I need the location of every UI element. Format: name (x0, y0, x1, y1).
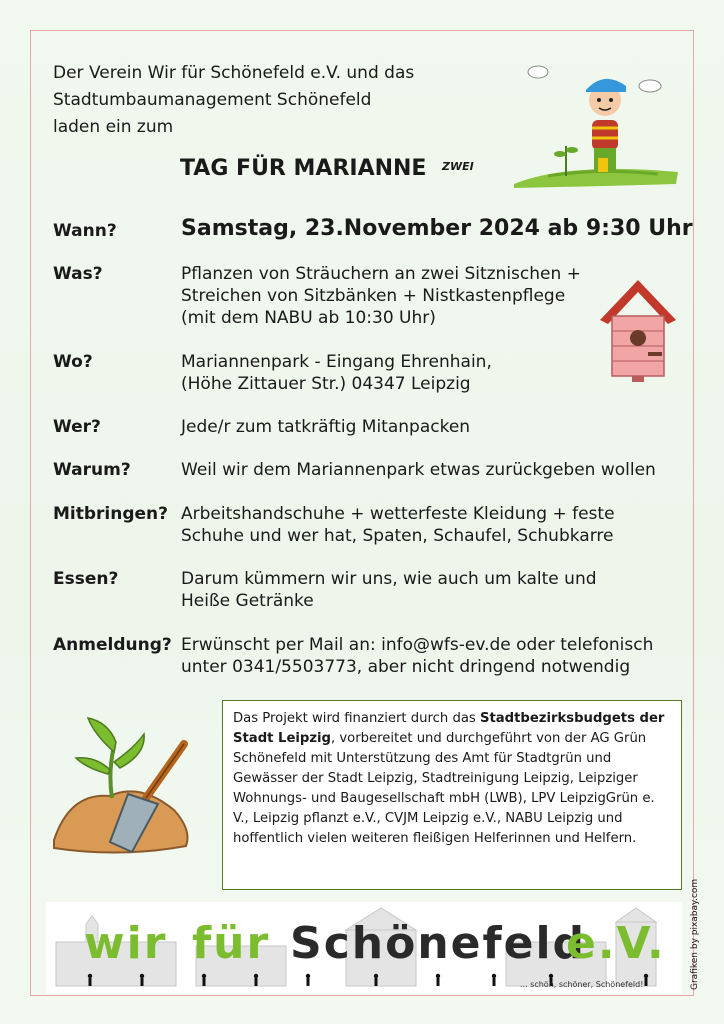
logo-word-ev: e.V. (566, 918, 666, 969)
value-line: Weil wir dem Mariannenpark etwas zurückgeben wollen (181, 460, 656, 480)
intro-line-1: Der Verein Wir für Schönefeld e.V. und das (53, 63, 415, 83)
value-bring (181, 503, 701, 547)
value-where (181, 351, 701, 395)
value-what (181, 263, 701, 329)
value-line: (mit dem NABU ab 10:30 Uhr) (181, 308, 436, 328)
logo-tagline: ... schön, schöner, Schönefeld! (520, 980, 644, 989)
logo-word-wir: wir (84, 918, 168, 969)
image-credit: Grafiken by pixabay.com (690, 878, 700, 990)
funding-text-start: Das Projekt wird finanziert durch das (233, 711, 480, 726)
value-line: Arbeitshandschuhe + wetterfeste Kleidung + feste (181, 504, 615, 524)
value-line: unter 0341/5503773, aber nicht dringend notwendig (181, 657, 631, 677)
logo-word-fuer: für (192, 918, 271, 969)
intro-line-2: Stadtumbaumanagement Schönefeld (53, 90, 372, 110)
intro-text (53, 60, 414, 141)
logo-word-schoenefeld: Schönefeld (290, 918, 587, 969)
label-who: Wer? (53, 417, 101, 437)
label-what: Was? (53, 264, 103, 284)
value-line: (Höhe Zittauer Str.) 04347 Leipzig (181, 374, 471, 394)
value-why (181, 459, 701, 481)
label-bring: Mitbringen? (53, 504, 169, 524)
gardener-boy-illustration (508, 58, 680, 193)
intro-line-3: laden ein zum (53, 117, 174, 137)
label-why: Warum? (53, 460, 131, 480)
value-food (181, 568, 701, 612)
value-line: Schuhe und wer hat, Spaten, Schaufel, Schubkarre (181, 526, 614, 546)
value-line: Darum kümmern wir uns, wie auch um kalte und (181, 569, 597, 589)
event-title-superscript: ZWEI (442, 160, 474, 173)
value-line: Jede/r zum tatkräftig Mitanpacken (181, 417, 471, 437)
value-line: Pflanzen von Sträuchern an zwei Sitznischen + (181, 264, 581, 284)
value-line: Erwünscht per Mail an: info@wfs-ev.de oder telefonisch (181, 635, 654, 655)
sprout-trowel-illustration (50, 712, 196, 862)
value-who (181, 416, 701, 438)
label-when: Wann? (53, 221, 117, 241)
label-where: Wo? (53, 352, 93, 372)
funding-info-box (222, 700, 682, 890)
value-registration (181, 634, 701, 678)
value-line: Heiße Getränke (181, 591, 314, 611)
value-line: Mariannenpark - Eingang Ehrenhain, (181, 352, 492, 372)
label-registration: Anmeldung? (53, 635, 172, 655)
value-line: Streichen von Sitzbänken + Nistkastenpflege (181, 286, 566, 306)
value-when (181, 218, 701, 240)
value-line: Samstag, 23.November 2024 ab 9:30 Uhr (181, 216, 693, 241)
funding-source: Stadtbezirksbudgets der Stadt Leipzig (233, 711, 665, 746)
event-title: TAG FÜR MARIANNE (180, 156, 427, 181)
funding-text-rest: , vorbereitet und durchgeführt von der AG Grün Schönefeld mit Unterstützung des Amt für Stadtgrün und Gewässer der Stadt Leipzig, Stadtreinigung Leipzig, Leipziger Wohnungs- und Baugesellschaft mbH (LWB), LPV LeipzigGrün e. V., Leipzig pflanzt e.V., CVJM Leipzig e.V., NABU Leipzig und hoffentlich vielen weiteren fleißigen Helferinnen und Helfern. (233, 731, 655, 846)
label-food: Essen? (53, 569, 119, 589)
